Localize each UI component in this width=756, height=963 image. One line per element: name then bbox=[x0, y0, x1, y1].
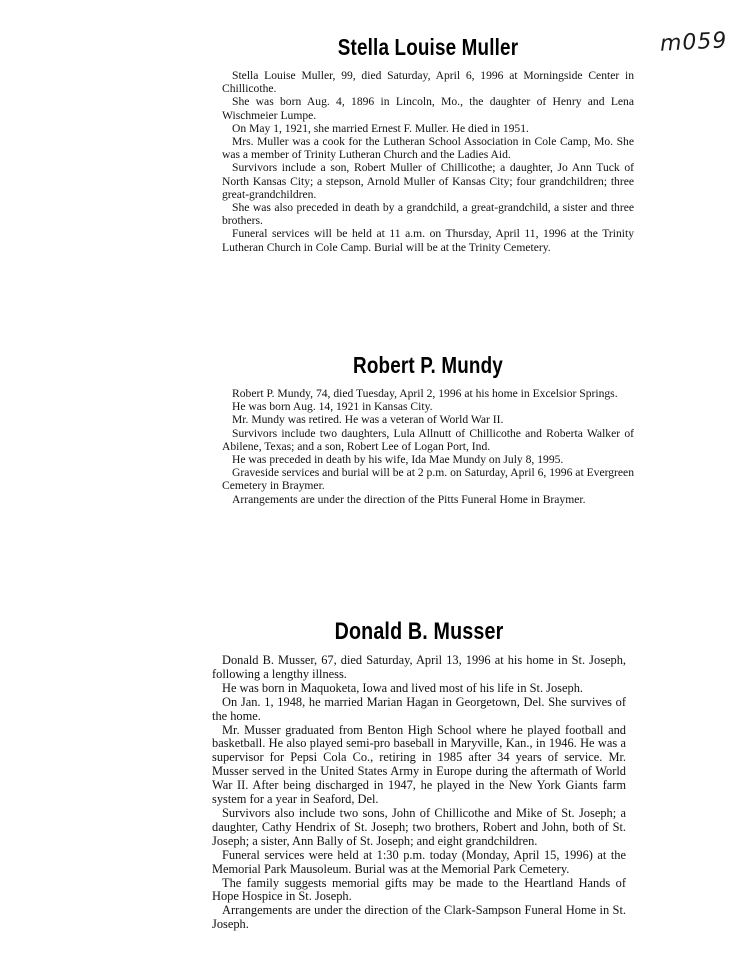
obituary-paragraph: Donald B. Musser, 67, died Saturday, April 13, 1996 at his home in St. Joseph, following a lengthy illness. bbox=[212, 653, 626, 681]
obituary-paragraph: Survivors include a son, Robert Muller of Chillicothe; a daughter, Jo Ann Tuck of North Kansas City; a stepson, Arnold Muller of Kansas City; four grandchildren; three great-grandchildren. bbox=[222, 161, 634, 201]
obituary-paragraph: The family suggests memorial gifts may be made to the Heartland Hands of Hope Hospice in St. Joseph. bbox=[212, 875, 626, 904]
obituary-paragraph: Graveside services and burial will be at 2 p.m. on Saturday, April 6, 1996 at Evergreen Cemetery in Braymer. bbox=[222, 466, 634, 493]
obituary-paragraph: Funeral services will be held at 11 a.m. on Thursday, April 11, 1996 at the Trinity Lutheran Church in Cole Camp. Burial will be at the Trinity Cemetery. bbox=[222, 227, 634, 254]
obituary-robert-p-mundy bbox=[222, 352, 634, 506]
obituary-paragraph: On Jan. 1, 1948, he married Marian Hagan in Georgetown, Del. She survives of the home. bbox=[212, 694, 626, 723]
obituary-paragraph: Funeral services were held at 1:30 p.m. today (Monday, April 15, 1996) at the Memorial Park Mausoleum. Burial was at the Memorial Park Cemetery. bbox=[212, 847, 626, 876]
obituary-paragraph: He was born Aug. 14, 1921 in Kansas City. bbox=[232, 400, 433, 414]
obituary-paragraph: Survivors include two daughters, Lula Allnutt of Chillicothe and Roberta Walker of Abilene, Texas; and a son, Robert Lee of Logan Port, Ind. bbox=[222, 426, 634, 453]
obituary-name: Stella Louise Muller bbox=[337, 34, 519, 60]
obituary-paragraph: She was born Aug. 4, 1896 in Lincoln, Mo., the daughter of Henry and Lena Wischmeier Lumpe. bbox=[222, 95, 634, 122]
obituary-paragraph: He was preceded in death by his wife, Ida Mae Mundy on July 8, 1995. bbox=[232, 453, 564, 467]
obituary-name: Donald B. Musser bbox=[334, 618, 504, 645]
obituary-paragraph: He was born in Maquoketa, Iowa and lived most of his life in St. Joseph. bbox=[222, 680, 583, 695]
obituary-paragraph: She was also preceded in death by a grandchild, a great-grandchild, a sister and three brothers. bbox=[222, 201, 634, 228]
obituary-donald-b-musser bbox=[212, 618, 626, 932]
obituary-paragraph: Arrangements are under the direction of the Pitts Funeral Home in Braymer. bbox=[232, 492, 586, 506]
obituary-name: Robert P. Mundy bbox=[353, 352, 503, 378]
obituary-paragraph: Arrangements are under the direction of the Clark-Sampson Funeral Home in St. Joseph. bbox=[212, 903, 626, 932]
archive-code-annotation: m059 bbox=[659, 28, 729, 57]
obituary-paragraph: Mr. Mundy was retired. He was a veteran of World War II. bbox=[232, 413, 504, 427]
obituary-paragraph: On May 1, 1921, she married Ernest F. Muller. He died in 1951. bbox=[232, 121, 529, 135]
obituary-paragraph: Mr. Musser graduated from Benton High School where he played football and basketball. He also played semi-pro baseball in Maryville, Kan., in 1946. He was a supervisor for Pepsi Cola Co., retiring in 1985 after 34 years of service. Mr. Musser served in the United States Army in Europe during the aftermath of World War II. After being discharged in 1947, he played in the New York Giants farm system for a year in Seaford, Del. bbox=[212, 722, 626, 807]
obituary-paragraph: Mrs. Muller was a cook for the Lutheran School Association in Cole Camp, Mo. She was a member of Trinity Lutheran Church and the Ladies Aid. bbox=[222, 135, 634, 162]
obituary-paragraph: Survivors also include two sons, John of Chillicothe and Mike of St. Joseph; a daughter, Cathy Hendrix of St. Joseph; two brothers, Robert and John, both of St. Joseph; a sister, Ann Bally of St. Joseph; and eight grandchildren. bbox=[212, 805, 626, 848]
obituary-paragraph: Robert P. Mundy, 74, died Tuesday, April 2, 1996 at his home in Excelsior Springs. bbox=[232, 387, 618, 400]
obituary-paragraph: Stella Louise Muller, 99, died Saturday, April 6, 1996 at Morningside Center in Chillicothe. bbox=[222, 69, 634, 96]
obituary-stella-louise-muller bbox=[222, 34, 634, 254]
